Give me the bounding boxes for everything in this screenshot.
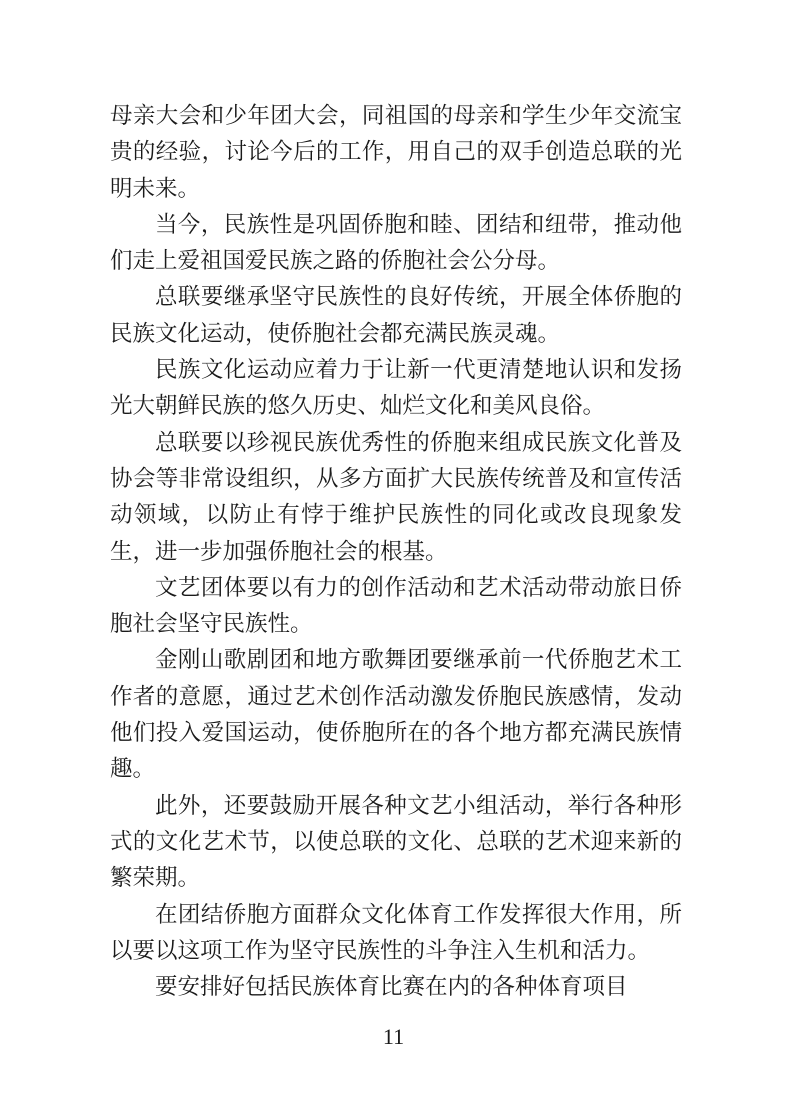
paragraph: 民族文化运动应着力于让新一代更清楚地认识和发扬光大朝鲜民族的悠久历史、灿烂文化和美风良俗。 bbox=[110, 357, 682, 420]
paragraph: 当今，民族性是巩固侨胞和睦、团结和纽带，推动他们走上爱祖国爱民族之路的侨胞社会公分母。 bbox=[110, 211, 682, 275]
paragraph: 在团结侨胞方面群众文化体育工作发挥很大作用，所以要以这项工作为坚守民族性的斗争注入生机和活力。 bbox=[110, 901, 682, 964]
paragraph-continuation: 母亲大会和少年团大会，同祖国的母亲和学生少年交流宝贵的经验，讨论今后的工作，用自己的双手创造总联的光明未来。 bbox=[110, 103, 682, 202]
body-text bbox=[110, 98, 682, 1005]
paragraph: 总联要以珍视民族优秀性的侨胞来组成民族文化普及协会等非常设组织，从多方面扩大民族传统普及和宣传活动领域，以防止有悖于维护民族性的同化或改良现象发生，进一步加强侨胞社会的根基。 bbox=[110, 429, 682, 565]
paragraph: 文艺团体要以有力的创作活动和艺术活动带动旅日侨胞社会坚守民族性。 bbox=[110, 574, 682, 638]
paragraph: 此外，还要鼓励开展各种文艺小组活动，举行各种形式的文化艺术节，以使总联的文化、总联的艺术迎来新的繁荣期。 bbox=[110, 792, 682, 892]
paragraph: 总联要继承坚守民族性的良好传统，开展全体侨胞的民族文化运动，使侨胞社会都充满民族灵魂。 bbox=[110, 284, 682, 347]
paragraph: 金刚山歌剧团和地方歌舞团要继承前一代侨胞艺术工作者的意愿，通过艺术创作活动激发侨胞民族感情，发动他们投入爱国运动，使侨胞所在的各个地方都充满民族情趣。 bbox=[110, 647, 682, 783]
page-number: 11 bbox=[382, 1024, 405, 1049]
paragraph: 要安排好包括民族体育比赛在内的各种体育项目 bbox=[155, 974, 628, 1001]
